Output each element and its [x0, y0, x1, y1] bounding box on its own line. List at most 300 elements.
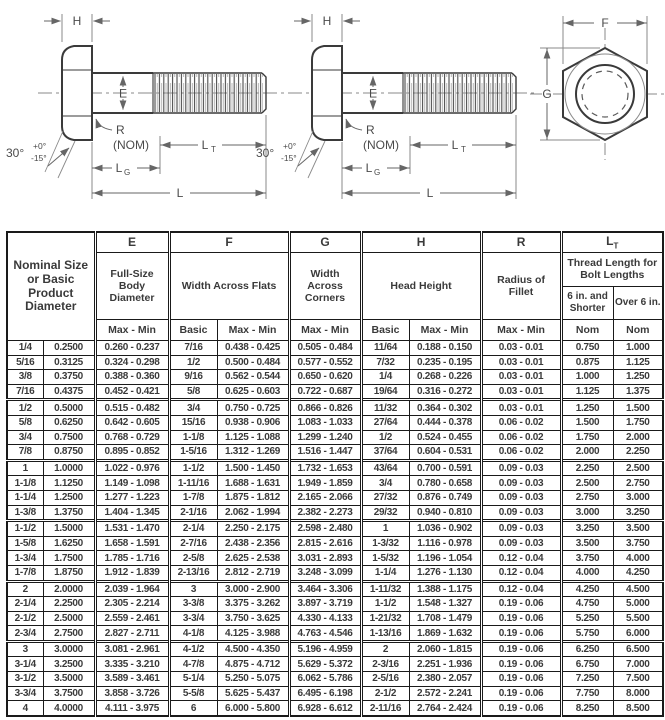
table-cell: 3.7500 [43, 686, 95, 701]
table-row [7, 672, 663, 687]
bolt-threads [403, 74, 513, 112]
subheader-r-maxmin: Max - Min [481, 320, 561, 341]
header-lt-over: Over 6 in. [613, 286, 663, 320]
table-cell: 2.750 [561, 490, 613, 505]
table-cell: 3-1/2 [7, 672, 43, 687]
table-cell: 5.000 [613, 597, 663, 612]
table-cell: 3-1/4 [7, 657, 43, 672]
table-cell: 3.375 - 3.262 [217, 597, 289, 612]
table-cell: 7/32 [361, 355, 409, 370]
table-cell: 8.250 [561, 701, 613, 716]
table-cell: 1.125 - 1.088 [217, 430, 289, 445]
table-row [7, 701, 663, 716]
table-cell: 1-5/8 [7, 536, 43, 551]
table-cell: 0.06 - 0.02 [481, 445, 561, 461]
table-cell: 2.500 [613, 460, 663, 476]
table-cell: 3/4 [169, 400, 217, 416]
table-cell: 1-7/8 [7, 565, 43, 581]
table-cell: 0.938 - 0.906 [217, 415, 289, 430]
header-letter-r: R [481, 232, 561, 253]
table-cell: 1-5/16 [169, 445, 217, 461]
table-cell: 1-1/2 [7, 521, 43, 537]
table-cell: 2.2500 [43, 597, 95, 612]
table-cell: 4-1/8 [169, 626, 217, 642]
table-cell: 4.0000 [43, 701, 95, 716]
table-cell: 7/8 [7, 445, 43, 461]
table-header [7, 232, 663, 341]
table-cell: 0.09 - 0.03 [481, 536, 561, 551]
table-cell: 1.785 - 1.716 [95, 551, 169, 566]
angle-tol-plus: +0° [283, 141, 297, 151]
subheader-g-maxmin: Max - Min [289, 320, 361, 341]
table-cell: 5.629 - 5.372 [289, 657, 361, 672]
table-cell: 0.895 - 0.852 [95, 445, 169, 461]
table-cell: 0.722 - 0.687 [289, 384, 361, 400]
dim-label-lg-sub: G [374, 168, 381, 177]
table-cell: 1/2 [7, 400, 43, 416]
table-cell: 1.912 - 1.839 [95, 565, 169, 581]
table-cell: 0.19 - 0.06 [481, 597, 561, 612]
table-cell: 1.750 [613, 415, 663, 430]
header-name-r: Radius of Fillet [481, 253, 561, 320]
table-cell: 1.949 - 1.859 [289, 476, 361, 491]
table-cell: 2.382 - 2.273 [289, 505, 361, 521]
table-cell: 0.444 - 0.378 [409, 415, 481, 430]
table-cell: 6 [169, 701, 217, 716]
table-row [7, 460, 663, 476]
table-cell: 2.572 - 2.241 [409, 686, 481, 701]
table-cell: 1-13/16 [361, 626, 409, 642]
table-cell: 0.324 - 0.298 [95, 355, 169, 370]
table-cell: 0.866 - 0.826 [289, 400, 361, 416]
table-cell: 0.235 - 0.195 [409, 355, 481, 370]
bolt-end-view [530, 16, 665, 160]
table-cell: 1.500 [613, 400, 663, 416]
dim-label-g: G [542, 87, 552, 101]
header-name-g: Width Across Corners [289, 253, 361, 320]
header-nominal: Nominal Size or Basic Product Diameter [7, 232, 95, 341]
table-cell: 1.8750 [43, 565, 95, 581]
table-cell: 1-11/32 [361, 581, 409, 597]
dim-label-l: L [176, 186, 184, 200]
table-cell: 0.19 - 0.06 [481, 626, 561, 642]
table-cell: 3.000 - 2.900 [217, 581, 289, 597]
table-cell: 1-1/8 [7, 476, 43, 491]
table-cell: 1.708 - 1.479 [409, 611, 481, 626]
table-cell: 1.083 - 1.033 [289, 415, 361, 430]
table-cell: 2.625 - 2.538 [217, 551, 289, 566]
table-cell: 2.380 - 2.057 [409, 672, 481, 687]
bolt-head [312, 46, 342, 140]
table-cell: 11/64 [361, 341, 409, 356]
table-cell: 3.750 [561, 551, 613, 566]
dim-label-lt-sub: T [211, 145, 216, 154]
table-cell: 1.250 [561, 400, 613, 416]
table-cell: 4.763 - 4.546 [289, 626, 361, 642]
table-cell: 3.2500 [43, 657, 95, 672]
table-cell: 7/16 [7, 384, 43, 400]
header-letter-e: E [95, 232, 169, 253]
table-cell: 0.188 - 0.150 [409, 341, 481, 356]
table-cell: 0.19 - 0.06 [481, 641, 561, 657]
subheader-h-basic: Basic [361, 320, 409, 341]
table-cell: 3-3/4 [7, 686, 43, 701]
table-cell: 2-5/16 [361, 672, 409, 687]
header-name-h: Head Height [361, 253, 481, 320]
table-cell: 1-11/16 [169, 476, 217, 491]
table-cell: 2-5/8 [169, 551, 217, 566]
table-cell: 0.09 - 0.03 [481, 490, 561, 505]
table-cell: 9/16 [169, 370, 217, 385]
table-cell: 4.000 [561, 565, 613, 581]
table-cell: 5/8 [169, 384, 217, 400]
table-cell: 1-21/32 [361, 611, 409, 626]
table-row [7, 626, 663, 642]
table-cell: 3 [169, 581, 217, 597]
table-cell: 6.928 - 6.612 [289, 701, 361, 716]
table-cell: 1-3/32 [361, 536, 409, 551]
table-cell: 1/4 [361, 370, 409, 385]
dim-label-lg-sub: G [124, 168, 131, 177]
table-cell: 2.5000 [43, 611, 95, 626]
table-row [7, 657, 663, 672]
table-cell: 3.081 - 2.961 [95, 641, 169, 657]
table-cell: 0.438 - 0.425 [217, 341, 289, 356]
table-cell: 1.022 - 0.976 [95, 460, 169, 476]
angle-label: 30° [6, 146, 25, 160]
table-body [7, 341, 663, 716]
table-cell: 2.305 - 2.214 [95, 597, 169, 612]
dim-label-nom: (NOM) [113, 138, 149, 152]
bolt-drawings [0, 0, 665, 230]
table-row [7, 490, 663, 505]
table-cell: 2.559 - 2.461 [95, 611, 169, 626]
table-cell: 0.06 - 0.02 [481, 430, 561, 445]
table-cell: 3/8 [7, 370, 43, 385]
table-cell: 3.000 [561, 505, 613, 521]
table-cell: 0.06 - 0.02 [481, 415, 561, 430]
table-cell: 3.500 [613, 521, 663, 537]
dim-label-r: R [366, 123, 375, 137]
table-cell: 1/4 [7, 341, 43, 356]
dim-label-f: F [601, 16, 609, 30]
table-cell: 7.500 [613, 672, 663, 687]
table-cell: 2 [361, 641, 409, 657]
table-cell: 2.815 - 2.616 [289, 536, 361, 551]
table-cell: 6.250 [561, 641, 613, 657]
table-cell: 0.19 - 0.06 [481, 611, 561, 626]
angle-tol-minus: -15° [31, 153, 47, 163]
table-row [7, 400, 663, 416]
table-cell: 1.3750 [43, 505, 95, 521]
table-cell: 1-1/2 [169, 460, 217, 476]
table-cell: 1.688 - 1.631 [217, 476, 289, 491]
table-cell: 6.000 - 5.800 [217, 701, 289, 716]
table-cell: 0.364 - 0.302 [409, 400, 481, 416]
table-cell: 1.750 [561, 430, 613, 445]
table-cell: 2.598 - 2.480 [289, 521, 361, 537]
table-cell: 3.464 - 3.306 [289, 581, 361, 597]
table-cell: 0.780 - 0.658 [409, 476, 481, 491]
table-cell: 2-13/16 [169, 565, 217, 581]
table-cell: 1.312 - 1.269 [217, 445, 289, 461]
table-cell: 27/64 [361, 415, 409, 430]
table-cell: 4.000 [613, 551, 663, 566]
table-cell: 0.750 [561, 341, 613, 356]
table-cell: 2.062 - 1.994 [217, 505, 289, 521]
angle-tol-minus: -15° [281, 153, 297, 163]
table-cell: 3-3/8 [169, 597, 217, 612]
table-cell: 0.875 [561, 355, 613, 370]
table-cell: 37/64 [361, 445, 409, 461]
table-cell: 27/32 [361, 490, 409, 505]
dim-label-lt-main: L [451, 138, 459, 152]
table-cell: 2-7/16 [169, 536, 217, 551]
table-cell: 1-3/8 [7, 505, 43, 521]
table-row [7, 445, 663, 461]
dim-label-h: H [322, 14, 332, 28]
table-cell: 0.515 - 0.482 [95, 400, 169, 416]
table-cell: 3/4 [7, 430, 43, 445]
table-cell: 3-3/4 [169, 611, 217, 626]
table-row [7, 355, 663, 370]
table-cell: 2-3/16 [361, 657, 409, 672]
table-cell: 1-1/8 [169, 430, 217, 445]
table-cell: 2.7500 [43, 626, 95, 642]
table-cell: 15/16 [169, 415, 217, 430]
table-cell: 0.7500 [43, 430, 95, 445]
dim-label-e: E [368, 86, 378, 101]
table-cell: 0.750 - 0.725 [217, 400, 289, 416]
table-cell: 2.750 [613, 476, 663, 491]
table-cell: 0.09 - 0.03 [481, 460, 561, 476]
table-cell: 3.250 [613, 505, 663, 521]
table-cell: 7.750 [561, 686, 613, 701]
table-cell: 1.516 - 1.447 [289, 445, 361, 461]
table-cell: 0.09 - 0.03 [481, 505, 561, 521]
dim-label-lg-main: L [115, 161, 123, 175]
dim-label-r: R [116, 123, 125, 137]
table-cell: 1.196 - 1.054 [409, 551, 481, 566]
table-cell: 0.03 - 0.01 [481, 370, 561, 385]
table-cell: 8.500 [613, 701, 663, 716]
table-cell: 0.19 - 0.06 [481, 686, 561, 701]
table-cell: 0.5000 [43, 400, 95, 416]
table-cell: 0.03 - 0.01 [481, 384, 561, 400]
dim-label-nom: (NOM) [363, 138, 399, 152]
table-cell: 1/2 [169, 355, 217, 370]
table-cell: 4.111 - 3.975 [95, 701, 169, 716]
table-cell: 4-7/8 [169, 657, 217, 672]
dimension-table [6, 231, 664, 717]
table-cell: 1.388 - 1.175 [409, 581, 481, 597]
table-cell: 3.0000 [43, 641, 95, 657]
table-cell: 1.500 [561, 415, 613, 430]
table-row [7, 341, 663, 356]
table-cell: 1.500 - 1.450 [217, 460, 289, 476]
table-cell: 1.375 [613, 384, 663, 400]
table-cell: 1.5000 [43, 521, 95, 537]
table-cell: 43/64 [361, 460, 409, 476]
table-cell: 2 [7, 581, 43, 597]
table-cell: 19/64 [361, 384, 409, 400]
table-cell: 1.6250 [43, 536, 95, 551]
table-cell: 1.276 - 1.130 [409, 565, 481, 581]
table-cell: 5.196 - 4.959 [289, 641, 361, 657]
header-name-lt: Thread Length for Bolt Lengths [561, 253, 663, 287]
table-cell: 3.335 - 3.210 [95, 657, 169, 672]
table-cell: 5.625 - 5.437 [217, 686, 289, 701]
table-row [7, 597, 663, 612]
table-cell: 3.858 - 3.726 [95, 686, 169, 701]
subheader-lt-nom-1: Nom [561, 320, 613, 341]
table-cell: 4.250 [561, 581, 613, 597]
dim-label-lg-main: L [365, 161, 373, 175]
table-row [7, 581, 663, 597]
table-cell: 0.12 - 0.04 [481, 565, 561, 581]
table-cell: 1.125 [561, 384, 613, 400]
table-cell: 1.404 - 1.345 [95, 505, 169, 521]
table-cell: 1.116 - 0.978 [409, 536, 481, 551]
table-cell: 2.039 - 1.964 [95, 581, 169, 597]
table-cell: 1 [7, 460, 43, 476]
table-cell: 3.031 - 2.893 [289, 551, 361, 566]
table-cell: 1-1/2 [361, 597, 409, 612]
table-cell: 0.577 - 0.552 [289, 355, 361, 370]
table-row [7, 551, 663, 566]
table-cell: 3.5000 [43, 672, 95, 687]
table-cell: 6.750 [561, 657, 613, 672]
table-cell: 1.531 - 1.470 [95, 521, 169, 537]
dim-label-h: H [72, 14, 82, 28]
table-cell: 4 [7, 701, 43, 716]
table-row [7, 370, 663, 385]
table-cell: 0.03 - 0.01 [481, 400, 561, 416]
table-cell: 11/32 [361, 400, 409, 416]
table-cell: 0.09 - 0.03 [481, 521, 561, 537]
table-cell: 0.650 - 0.620 [289, 370, 361, 385]
table-cell: 2.438 - 2.356 [217, 536, 289, 551]
table-cell: 3 [7, 641, 43, 657]
table-cell: 2.0000 [43, 581, 95, 597]
table-cell: 6.495 - 6.198 [289, 686, 361, 701]
table-cell: 0.316 - 0.272 [409, 384, 481, 400]
bolt-side-view-2 [256, 14, 538, 200]
table-row [7, 430, 663, 445]
table-row [7, 536, 663, 551]
table-cell: 5.750 [561, 626, 613, 642]
table-cell: 6.500 [613, 641, 663, 657]
table-cell: 5.250 - 5.075 [217, 672, 289, 687]
table-cell: 1.1250 [43, 476, 95, 491]
table-cell: 1-3/4 [7, 551, 43, 566]
table-cell: 0.768 - 0.729 [95, 430, 169, 445]
table-cell: 4.875 - 4.712 [217, 657, 289, 672]
table-cell: 0.12 - 0.04 [481, 581, 561, 597]
table-cell: 3.500 [561, 536, 613, 551]
table-cell: 2.827 - 2.711 [95, 626, 169, 642]
header-letter-lt: $L_T$ [561, 232, 663, 253]
table-cell: 0.625 - 0.603 [217, 384, 289, 400]
table-cell: 6.000 [613, 626, 663, 642]
table-cell: 3.000 [613, 490, 663, 505]
dim-label-lt-main: L [201, 138, 209, 152]
table-cell: 2.250 [613, 445, 663, 461]
table-cell: 4.500 - 4.350 [217, 641, 289, 657]
table-cell: 5-1/4 [169, 672, 217, 687]
table-cell: 2.250 [561, 460, 613, 476]
table-cell: 4-1/2 [169, 641, 217, 657]
table-cell: 3.589 - 3.461 [95, 672, 169, 687]
table-row [7, 641, 663, 657]
table-cell: 3.248 - 3.099 [289, 565, 361, 581]
table-cell: 4.125 - 3.988 [217, 626, 289, 642]
table-cell: 1.277 - 1.223 [95, 490, 169, 505]
subheader-f-basic: Basic [169, 320, 217, 341]
subheader-e-maxmin: Max - Min [95, 320, 169, 341]
table-cell: 1-1/4 [7, 490, 43, 505]
table-cell: 0.700 - 0.591 [409, 460, 481, 476]
table-cell: 0.2500 [43, 341, 95, 356]
table-cell: 2.251 - 1.936 [409, 657, 481, 672]
table-cell: 1.869 - 1.632 [409, 626, 481, 642]
table-cell: 2.500 [561, 476, 613, 491]
subheader-h-maxmin: Max - Min [409, 320, 481, 341]
table-cell: 2-11/16 [361, 701, 409, 716]
table-cell: 29/32 [361, 505, 409, 521]
table-cell: 5.250 [561, 611, 613, 626]
table-cell: 2-1/2 [7, 611, 43, 626]
table-cell: 2.250 - 2.175 [217, 521, 289, 537]
table-cell: 1-1/4 [361, 565, 409, 581]
table-cell: 0.940 - 0.810 [409, 505, 481, 521]
table-row [7, 384, 663, 400]
header-name-f: Width Across Flats [169, 253, 289, 320]
table-cell: 0.388 - 0.360 [95, 370, 169, 385]
table-cell: 3.897 - 3.719 [289, 597, 361, 612]
table-cell: 1.036 - 0.902 [409, 521, 481, 537]
table-cell: 0.12 - 0.04 [481, 551, 561, 566]
header-letter-g: G [289, 232, 361, 253]
header-letter-h: H [361, 232, 481, 253]
table-cell: 1.0000 [43, 460, 95, 476]
table-cell: 0.19 - 0.06 [481, 701, 561, 716]
table-cell: 3.250 [561, 521, 613, 537]
table-cell: 8.000 [613, 686, 663, 701]
table-cell: 0.642 - 0.605 [95, 415, 169, 430]
table-cell: 2.000 [613, 430, 663, 445]
table-cell: 0.452 - 0.421 [95, 384, 169, 400]
table-cell: 0.19 - 0.06 [481, 657, 561, 672]
dim-label-lt-sub: T [461, 145, 466, 154]
table-cell: 3.750 - 3.625 [217, 611, 289, 626]
table-cell: 2.764 - 2.424 [409, 701, 481, 716]
table-cell: 0.09 - 0.03 [481, 476, 561, 491]
table-row [7, 686, 663, 701]
table-cell: 5.500 [613, 611, 663, 626]
table-cell: 1.299 - 1.240 [289, 430, 361, 445]
table-cell: 0.03 - 0.01 [481, 355, 561, 370]
bolt-head [62, 46, 92, 140]
table-cell: 1.000 [613, 341, 663, 356]
table-cell: 7.000 [613, 657, 663, 672]
header-name-e: Full-Size Body Diameter [95, 253, 169, 320]
table-cell: 2-1/4 [7, 597, 43, 612]
table-cell: 2-1/4 [169, 521, 217, 537]
table-cell: 3/4 [361, 476, 409, 491]
table-cell: 2-1/2 [361, 686, 409, 701]
table-cell: 0.500 - 0.484 [217, 355, 289, 370]
